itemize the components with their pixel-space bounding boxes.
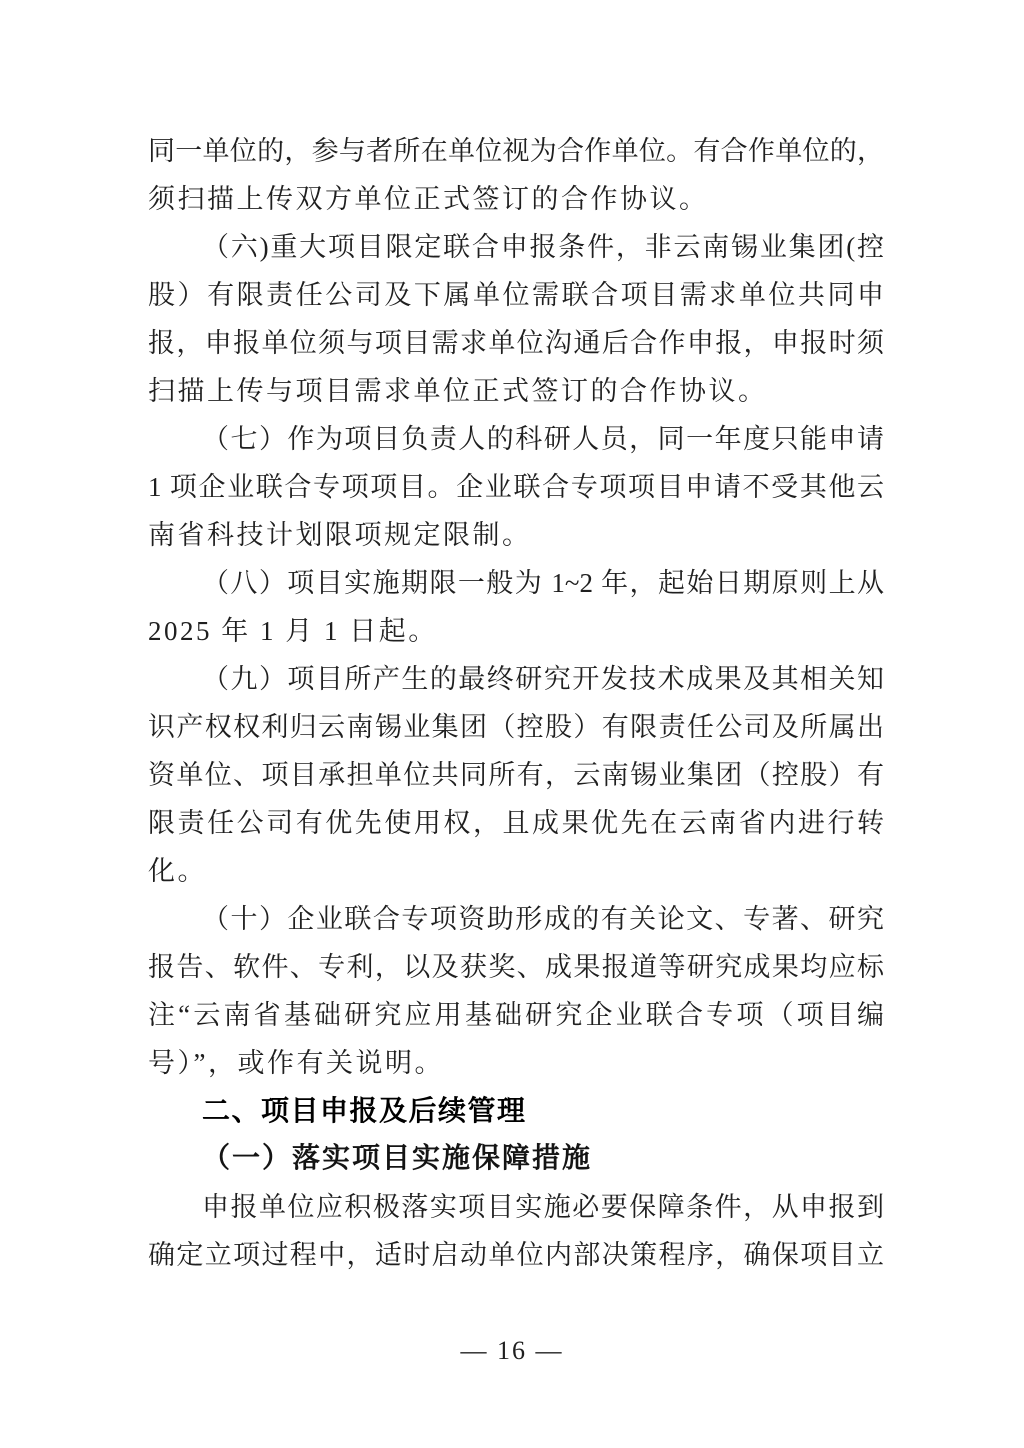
para-item-10-line-3: 注“云南省基础研究应用基础研究企业联合专项（项目编: [148, 1000, 884, 1030]
para-item-9-line-1: （九）项目所产生的最终研究开发技术成果及其相关知: [202, 664, 884, 694]
para-item-7-line-3: 南省科技计划限项规定限制。: [148, 520, 532, 550]
para-continuation-line-2: 须扫描上传双方单位正式签订的合作协议。: [148, 184, 709, 214]
para-item-10-line-1: （十）企业联合专项资助形成的有关论文、专著、研究: [202, 904, 884, 934]
para-item-9-line-5: 化。: [148, 856, 207, 886]
para-item-10-line-4: 号）”，或作有关说明。: [148, 1048, 444, 1078]
para-item-8-line-1: （八）项目实施期限一般为 1~2 年，起始日期原则上从: [202, 568, 884, 598]
page-number: — 16 —: [460, 1336, 564, 1365]
section-heading: 二、项目申报及后续管理: [202, 1095, 527, 1126]
para-continuation-line-1: 同一单位的，参与者所在单位视为合作单位。有合作单位的，: [148, 136, 884, 166]
page-body: [148, 127, 884, 1279]
para-item-6-line-4: 扫描上传与项目需求单位正式签订的合作协议。: [148, 376, 768, 406]
para-item-6-line-2: 股）有限责任公司及下属单位需联合项目需求单位共同申: [148, 280, 884, 310]
subsection-heading: （一）落实项目实施保障措施: [202, 1143, 593, 1174]
para-item-9-line-4: 限责任公司有优先使用权，且成果优先在云南省内进行转: [148, 808, 884, 838]
para-body-last-line-1: 申报单位应积极落实项目实施必要保障条件，从申报到: [202, 1192, 884, 1222]
para-item-6-line-1: （六)重大项目限定联合申报条件，非云南锡业集团(控: [202, 232, 884, 262]
para-item-10-line-2: 报告、软件、专利，以及获奖、成果报道等研究成果均应标: [148, 952, 884, 982]
para-item-7-line-2: 1 项企业联合专项项目。企业联合专项项目申请不受其他云: [148, 472, 884, 502]
para-body-last-line-2: 确定立项过程中，适时启动单位内部决策程序，确保项目立: [148, 1240, 884, 1270]
para-item-8-line-2: 2025 年 1 月 1 日起。: [148, 616, 438, 646]
para-item-6-line-3: 报，申报单位须与项目需求单位沟通后合作申报，申报时须: [148, 328, 884, 358]
para-item-7-line-1: （七）作为项目负责人的科研人员，同一年度只能申请: [202, 424, 884, 454]
para-item-9-line-2: 识产权权利归云南锡业集团（控股）有限责任公司及所属出: [148, 712, 884, 742]
para-item-9-line-3: 资单位、项目承担单位共同所有，云南锡业集团（控股）有: [148, 760, 884, 790]
